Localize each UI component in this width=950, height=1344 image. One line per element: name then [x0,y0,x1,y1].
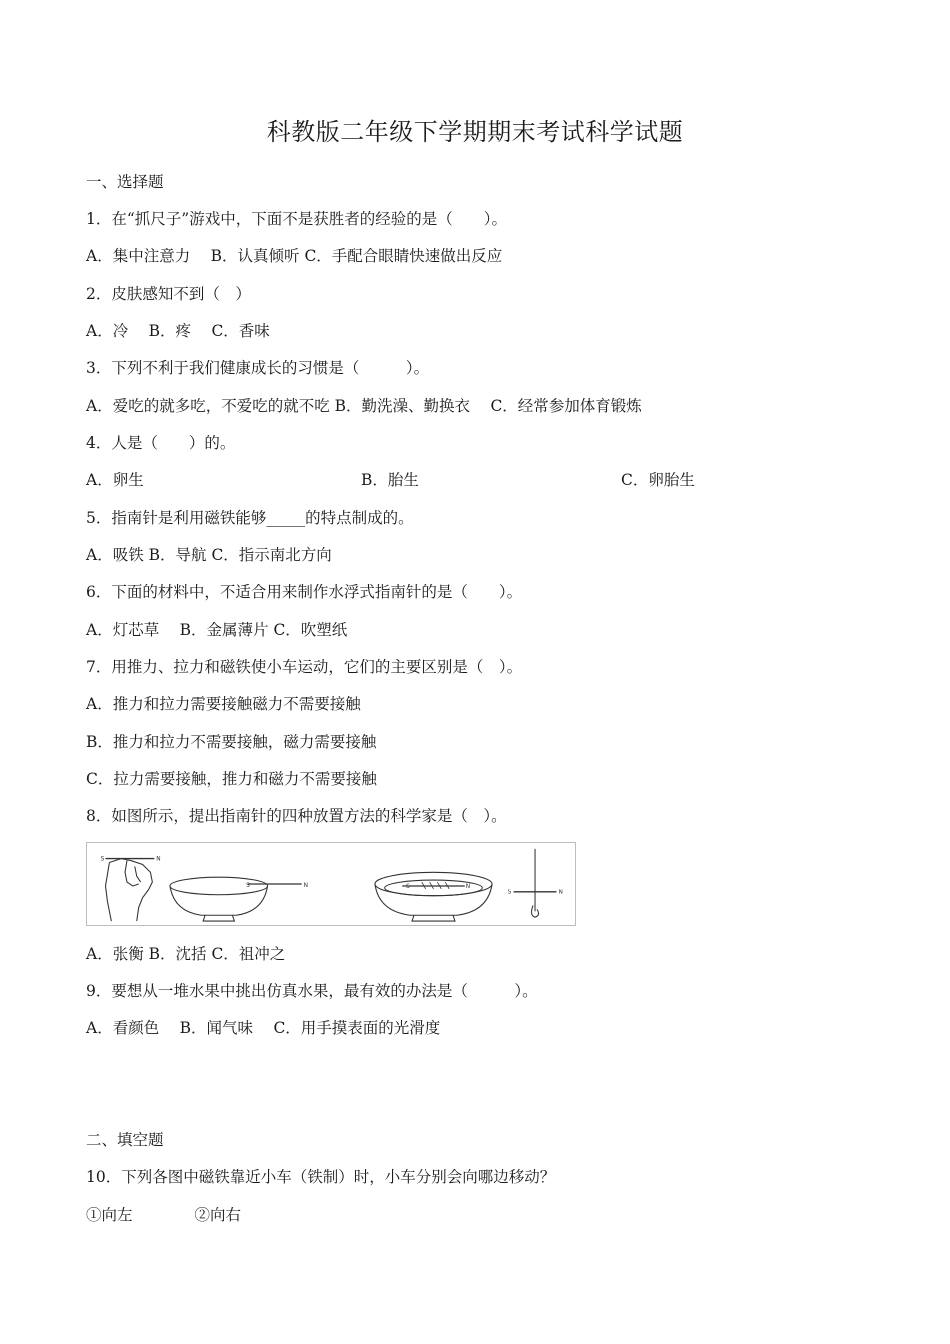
question-5-options: A．吸铁 B．导航 C．指示南北方向 [86,546,332,564]
question-7-option-c: C．拉力需要接触，推力和磁力不需要接触 [86,770,377,788]
question-7-option-b: B．推力和拉力不需要接触，磁力需要接触 [86,733,377,751]
section-fill-heading: 二、填空题 [86,1131,164,1149]
question-1-stem: 1．在“抓尺子”游戏中，下面不是获胜者的经验的是（ ）。 [86,210,507,228]
section-choice-heading: 一、选择题 [86,173,164,191]
figure-label-n-2: N [303,882,309,889]
question-4-option-b: B．胎生 [361,471,419,489]
figure-label-s-2: S [246,882,250,889]
question-5-stem: 5．指南针是利用磁铁能够_____的特点制成的。 [86,509,414,527]
question-2-options: A．冷 B．疼 C．香味 [86,322,270,340]
figure-label-n-4: N [558,889,563,896]
figure-label-n-3: N [465,883,471,890]
question-1-options: A．集中注意力 B．认真倾听 C．手配合眼睛快速做出反应 [86,247,503,265]
figure-label-s-1: S [100,856,105,863]
question-9-options: A．看颜色 B．闻气味 C．用手摸表面的光滑度 [86,1019,441,1037]
page-title: 科教版二年级下学期期末考试科学试题 [266,118,684,146]
question-6-stem: 6．下面的材料中，不适合用来制作水浮式指南针的是（ ）。 [86,583,523,601]
compass-methods-illustration [87,843,575,925]
compass-methods-figure [86,842,576,926]
question-3-stem: 3．下列不利于我们健康成长的习惯是（ ）。 [86,359,430,377]
question-8-options: A．张衡 B．沈括 C．祖冲之 [86,945,286,963]
question-7-option-a: A．推力和拉力需要接触磁力不需要接触 [86,695,361,713]
question-4-stem: 4．人是（ ）的。 [86,434,236,452]
question-6-options: A．灯芯草 B．金属薄片 C．吹塑纸 [86,621,348,639]
question-3-options: A．爱吃的就多吃，不爱吃的就不吃 B．勤洗澡、勤换衣 C．经常参加体育锻炼 [86,397,642,415]
question-4-option-c: C．卵胎生 [621,471,695,489]
figure-label-n-1: N [156,856,161,863]
question-7-stem: 7．用推力、拉力和磁铁使小车运动，它们的主要区别是（ ）。 [86,658,523,676]
question-9-stem: 9．要想从一堆水果中挑出仿真水果，最有效的办法是（ ）。 [86,982,538,1000]
figure-label-s-3: S [406,883,410,890]
question-10-stem: 10．下列各图中磁铁靠近小车（铁制）时，小车分别会向哪边移动？ [86,1168,556,1186]
question-4-option-a: A．卵生 [86,471,144,489]
question-2-stem: 2．皮肤感知不到（ ） [86,285,251,303]
question-4-options [86,469,846,491]
question-10-answer: ①向左 ②向右 [86,1206,242,1224]
question-8-stem: 8．如图所示，提出指南针的四种放置方法的科学家是（ ）。 [86,807,507,825]
figure-label-s-4: S [507,889,512,896]
